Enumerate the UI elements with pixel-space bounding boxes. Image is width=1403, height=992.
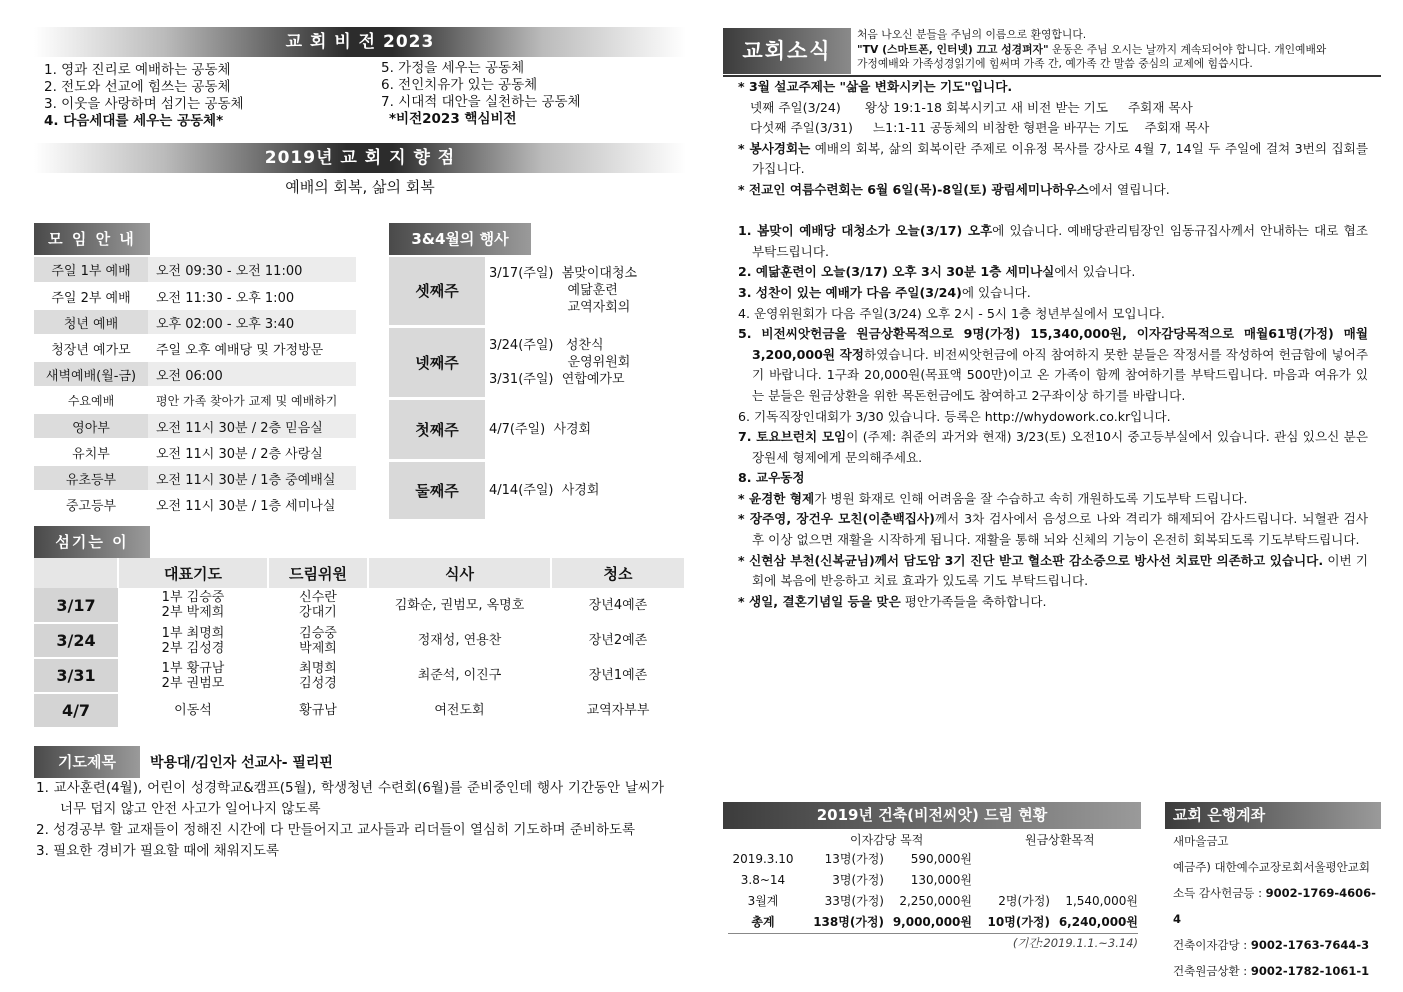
news-intro: [857, 28, 1377, 72]
news-item: [738, 221, 1368, 262]
news-item-bold: * 신현삼 부천(신복균님)께서 담도암 3기 진단 받고 혈소판 감소증으로 방사선 치료만 의존하고 있습니다.: [738, 552, 1324, 568]
meeting-time: 평안 가족 찾아가 교제 및 예배하기: [148, 387, 356, 413]
event-lines: [485, 257, 686, 326]
bank-name: 새마을금고: [1173, 834, 1229, 848]
meeting-name: 수요예배: [34, 387, 148, 413]
meeting-name: 청장년 예가모: [34, 335, 148, 361]
news-item-bold: * 3월 설교주제는 "삶을 변화시키는 기도"입니다.: [738, 79, 1013, 94]
news-item: [738, 551, 1368, 592]
table-row: [728, 848, 1138, 869]
servers-header: 드림위원: [268, 558, 368, 588]
vision-item: 5. 가정을 세우는 공동체: [381, 60, 525, 76]
news-item-text: 에서 있습니다.: [1054, 264, 1136, 280]
news-item-bold: * 윤경한 형제: [738, 490, 815, 506]
server-meal: 여전도회: [368, 693, 551, 728]
news-item-bold: 5. 비전씨앗헌금을 원금상환목적으로 9명(가정) 15,340,000원, 이자감당목적으로 매월61명(가정) 매월 3,200,000원 작정: [738, 326, 1368, 362]
dream-cell: 3.8~14: [740, 872, 786, 887]
table-row: [34, 693, 685, 728]
dream-total-rule: [728, 933, 1138, 934]
news-item-text: 다섯째 주일(3/31) 느1:1-11 공동체의 비참한 형편을 바꾸는 기도 주회재 목사: [738, 120, 1210, 136]
prayer-item: 2. 성경공부 할 교재들이 정해진 시간에 다 만들어지고 교사들과 리더들이 열심히 기도하며 준비하도록: [36, 822, 636, 838]
meeting-time: 오후 02:00 - 오후 3:40: [148, 309, 356, 335]
servers-header: [34, 558, 118, 588]
table-row: [34, 309, 356, 335]
event-line: 4/14(주일) 사경회: [489, 482, 600, 498]
bank-account-label: 건축이자감당 :: [1173, 938, 1251, 952]
servers-header: 대표기도: [118, 558, 268, 588]
table-row: [34, 283, 356, 309]
news-item: [738, 407, 1368, 428]
dream-cell: [1050, 848, 1138, 869]
event-line: 운영위원회: [489, 354, 631, 370]
news-item-text: 4. 운영위원회가 다음 주일(3/24) 오후 2시 - 5시 1층 청년부실에서 모입니다.: [738, 305, 1165, 321]
news-item: [738, 304, 1368, 325]
dream-header-principal: 원금상환목적: [1025, 833, 1095, 847]
news-item-text: 에서 열립니다.: [1088, 181, 1170, 197]
server-dream: 신수란 강대기: [268, 588, 368, 623]
servers-title: 섬기는 이: [34, 526, 150, 558]
meeting-time: 오전 11시 30분 / 1층 세미나실: [148, 491, 356, 517]
table-row: [728, 911, 1138, 932]
dream-cell: 2,250,000원: [899, 894, 972, 908]
event-line: 4/7(주일) 사경회: [489, 421, 592, 437]
bank-account-number: 9002-1782-1061-1: [1250, 964, 1370, 978]
server-clean: 장년2예존: [551, 623, 685, 658]
vision-title: 교 회 비 전 2023: [34, 27, 686, 57]
bank-holder: 예금주) 대한예수교장로회서울평안교회: [1173, 860, 1370, 874]
table-row: [34, 465, 356, 491]
dream-cell: [972, 869, 1050, 890]
server-dream: 김승중 박제희: [268, 623, 368, 658]
meeting-name: 중고등부: [34, 491, 148, 517]
meeting-name: 청년 예배: [34, 309, 148, 335]
dream-table: [728, 848, 1138, 932]
bank-account: [1173, 958, 1383, 984]
news-item-bold: 7. 토요브런치 모임: [738, 429, 847, 445]
server-clean: 장년1예존: [551, 658, 685, 693]
server-dream: 황규남: [268, 693, 368, 728]
servers-table: [34, 558, 686, 729]
news-item-bold: * 생일, 결혼기념일 등을 맞은: [738, 593, 901, 609]
tv-campaign: "TV (스마트폰, 인터넷) 끄고 성경펴자": [857, 42, 1049, 56]
vision-item: 7. 시대적 대안을 실천하는 공동체: [381, 94, 581, 110]
dream-cell: [1050, 869, 1138, 890]
news-list: [738, 77, 1368, 612]
server-prayer: 1부 황규남 2부 권범모: [118, 658, 268, 693]
news-item: [738, 283, 1368, 304]
server-clean: 장년4예존: [551, 588, 685, 623]
meeting-time: 주일 오후 예배당 및 가정방문: [148, 335, 356, 361]
meeting-name: 유치부: [34, 439, 148, 465]
servers-header: 청소: [551, 558, 685, 588]
dream-cell: 2명(가정): [998, 894, 1050, 908]
prayer-subject: 박용대/김인자 선교사- 필리핀: [150, 755, 333, 771]
prayer-title: 기도제목: [34, 746, 140, 778]
dream-cell: 10명(가정): [987, 915, 1050, 929]
meeting-name: 유초등부: [34, 465, 148, 491]
meeting-name: 주일 1부 예배: [34, 257, 148, 283]
server-date: 3/31: [34, 658, 118, 693]
event-week: 첫째주: [389, 398, 485, 460]
news-item: [738, 98, 1368, 119]
table-row: [34, 387, 356, 413]
news-item-text: 하였습니다. 비전씨앗헌금에 아직 참여하지 못한 분들은 작정서를 작성하여 헌금함에 넣어주기 바랍니다. 1구좌 20,000원(목표액 500만)이고 온 가족이 함께 참여하기를 부탁드립니다. 마음과 여유가 있는 분들은 원금상환을 위한 목돈헌금에도 참여하고 2구좌이상 하기를 바랍니다.: [752, 346, 1368, 403]
vision-item: 1. 영과 진리로 예배하는 공동체: [44, 62, 231, 78]
prayer-list: [36, 778, 664, 862]
direction-text: 예배의 회복, 삶의 회복: [285, 178, 435, 196]
server-prayer: 1부 최명희 2부 김성경: [118, 623, 268, 658]
table-row: [389, 398, 686, 460]
news-item-bold: 8. 교우동정: [738, 470, 805, 486]
vision-item: 6. 전인치유가 있는 공동체: [381, 77, 538, 93]
direction-title: 2019년 교 회 지 향 점: [34, 143, 686, 173]
news-item-text: 가 병원 화재로 인해 어려움을 잘 수습하고 속히 개원하도록 기도부탁 드립니다.: [814, 490, 1248, 506]
news-item-bold: * 전교인 여름수련회는 6월 6일(목)-8일(토) 광림세미나하우스: [738, 181, 1089, 197]
vision-item: 2. 전도와 선교에 힘쓰는 공동체: [44, 79, 231, 95]
bank-info: [1173, 828, 1383, 984]
meeting-time: 오전 11시 30분 / 2층 사랑실: [148, 439, 356, 465]
table-row: [34, 361, 356, 387]
news-item-bold: * 봉사경회는: [738, 140, 811, 156]
bank-account: [1173, 932, 1383, 958]
meeting-time: 오전 11시 30분 / 1층 중예배실: [148, 465, 356, 491]
meeting-time: 오전 09:30 - 오전 11:00: [148, 257, 356, 283]
meeting-time: 오전 06:00: [148, 361, 356, 387]
dream-cell: 3명(가정): [832, 873, 884, 887]
table-row: [728, 869, 1138, 890]
prayer-item: 1. 교사훈련(4월), 어린이 성경학교&캠프(5월), 학생청년 수련회(6월)를 준비중인데 행사 기간동안 날씨가 너무 덥지 않고 안전 사고가 일어나지 않도록: [36, 780, 664, 817]
news-item-text: 이 (주제: 취준의 과거와 현재) 3/23(토) 오전10시 중고등부실에서 있습니다. 관심 있으신 분은 장원세 형제에게 문의해주세요.: [752, 429, 1368, 465]
news-item-text: 이번 기회에 복음에 반응하고 치료 효과가 있도록 기도 부탁드립니다.: [752, 552, 1368, 589]
vision-item: 3. 이웃을 사랑하며 섬기는 공동체: [44, 96, 244, 112]
dream-cell: 33명(가정): [824, 894, 884, 908]
dream-cell: 1,540,000원: [1065, 894, 1138, 908]
events-table: [389, 257, 686, 522]
table-row: [34, 491, 356, 517]
dream-period: (기간:2019.1.1.~3.14): [1012, 936, 1138, 950]
news-item: [738, 509, 1368, 550]
dream-cell: 3월계: [747, 894, 779, 908]
meetings-table: [34, 257, 356, 518]
dream-cell: 2019.3.10: [732, 851, 794, 866]
dream-header-interest: 이자감당 목적: [850, 833, 924, 847]
dream-cell: 590,000원: [910, 852, 972, 866]
server-meal: 최준석, 이진구: [368, 658, 551, 693]
news-spacer: [738, 201, 1368, 222]
news-item: [738, 77, 1368, 98]
vision-right-list: [381, 60, 681, 128]
event-lines: [485, 460, 686, 520]
news-item-text: 에 있습니다. 예배당관리팀장인 임동규집사께서 안내하는 대로 협조 부탁드립니다.: [752, 223, 1368, 259]
table-row: [389, 460, 686, 520]
bank-account-label: 소득 감사헌금등 :: [1173, 886, 1266, 900]
dream-cell: 총계: [751, 915, 775, 929]
server-date: 3/17: [34, 588, 118, 623]
bank-title: 교회 은행계좌: [1165, 802, 1381, 829]
table-row: [389, 257, 686, 326]
server-dream: 최명희 김성경: [268, 658, 368, 693]
vision-core-note: *비전2023 핵심비전: [389, 111, 517, 127]
news-item-text: 께서 3차 검사에서 음성으로 나와 격리가 해제되어 감사드립니다. 뇌혈관 검사후 이상 없으면 재활을 시작하게 됩니다. 재활을 통해 뇌와 신체의 기능이 온전히 회복되도록 기도부탁드립니다.: [752, 511, 1368, 548]
table-row: [34, 413, 356, 439]
event-line: 교역자회의: [489, 300, 631, 316]
event-week: 둘째주: [389, 460, 485, 520]
meeting-time: 오전 11:30 - 오후 1:00: [148, 283, 356, 309]
news-item: [738, 592, 1368, 613]
news-title: 교회소식: [723, 28, 851, 74]
news-item: [738, 180, 1368, 201]
dream-cell: 6,240,000원: [1058, 915, 1138, 929]
news-intro-line: 처음 나오신 분들을 주님의 이름으로 환영합니다.: [857, 28, 1087, 41]
news-item: [738, 118, 1368, 139]
meeting-name: 새벽예배(월-금): [34, 361, 148, 387]
meeting-name: 영아부: [34, 413, 148, 439]
table-row: [34, 439, 356, 465]
dream-cell: 138명(가정): [813, 915, 884, 929]
server-prayer: 이동석: [118, 693, 268, 728]
table-row: [34, 623, 685, 658]
events-title: 3&4월의 행사: [389, 223, 531, 255]
event-week: 넷째주: [389, 326, 485, 398]
table-row: [34, 335, 356, 361]
bank-account-label: 건축원금상환 :: [1173, 964, 1251, 978]
tv-campaign-text: 운동은 주님 오시는 날까지 계속되어야 합니다. 개인예배와: [1048, 42, 1327, 56]
table-row: [728, 890, 1138, 911]
event-week: 셋째주: [389, 257, 485, 326]
news-item-bold: * 장주영, 장건우 모친(이춘백집사): [738, 511, 935, 527]
prayer-item: 3. 필요한 경비가 필요할 때에 채워지도록: [36, 843, 279, 859]
news-item: [738, 324, 1368, 406]
dream-cell: [972, 848, 1050, 869]
event-line: 예닮훈련: [489, 283, 618, 299]
event-lines: [485, 398, 686, 460]
table-row: [34, 658, 685, 693]
bank-account: [1173, 880, 1383, 932]
dream-cell: 9,000,000원: [892, 915, 972, 929]
event-line: 3/31(주일) 연합예가모: [489, 371, 625, 387]
news-item-bold: 2. 예닮훈련이 오늘(3/17) 오후 3시 30분 1층 세미나실: [738, 264, 1055, 280]
event-lines: [485, 326, 686, 398]
dream-cell: 130,000원: [910, 873, 972, 887]
event-line: 3/17(주일) 봄맞이대청소: [489, 266, 638, 282]
meeting-name: 주일 2부 예배: [34, 283, 148, 309]
servers-header: 식사: [368, 558, 551, 588]
server-clean: 교역자부부: [551, 693, 685, 728]
news-item-text: 예배의 회복, 삶의 회복이란 주제로 이유정 목사를 강사로 4월 7, 14일 두 주일에 걸쳐 3번의 집회를 가집니다.: [752, 140, 1368, 177]
server-prayer: 1부 김승중 2부 박제희: [118, 588, 268, 623]
news-intro-line: [857, 43, 1377, 58]
server-date: 3/24: [34, 623, 118, 658]
news-item: [738, 139, 1368, 180]
news-item: [738, 489, 1368, 510]
bank-account-number: 9002-1763-7644-3: [1250, 938, 1370, 952]
meetings-title: 모 임 안 내: [34, 223, 150, 255]
news-item: [738, 427, 1368, 468]
server-meal: 정재성, 연용찬: [368, 623, 551, 658]
news-intro-line: 가정예배와 가족성경읽기에 힘써며 가족 간, 예가족 간 말씀 중심의 교제에 힘씁시다.: [857, 57, 1253, 70]
bank-account-number: 9002-1769-4606-4: [1173, 886, 1376, 926]
dream-title: 2019년 건축(비전씨앗) 드림 현황: [723, 802, 1141, 829]
vision-item: 4. 다음세대를 세우는 공동체*: [44, 113, 224, 129]
server-date: 4/7: [34, 693, 118, 728]
table-row: [34, 588, 685, 623]
news-item-text: [738, 203, 742, 218]
dream-cell: 13명(가정): [824, 852, 884, 866]
table-row: [34, 558, 685, 588]
news-item-text: 평안가족들을 축하합니다.: [900, 593, 1047, 609]
news-item-bold: 1. 봄맞이 예배당 대청소가 오늘(3/17) 오후: [738, 223, 993, 239]
news-item-text: 에 있습니다.: [961, 284, 1031, 300]
news-item: [738, 262, 1368, 283]
news-item: [738, 468, 1368, 489]
table-row: [389, 326, 686, 398]
table-row: [34, 257, 356, 283]
news-item-text: 넷째 주일(3/24) 왕상 19:1-18 회복시키고 새 비전 받는 기도 주회재 목사: [738, 99, 1193, 115]
vision-left-list: [44, 62, 374, 130]
news-item-bold: 3. 성찬이 있는 예배가 다음 주일(3/24): [738, 284, 962, 300]
server-meal: 김화순, 권범모, 옥명호: [368, 588, 551, 623]
news-item-text: 6. 기독직장인대회가 3/30 있습니다. 등록은 http://whydowork.co.kr입니다.: [738, 408, 1171, 424]
meeting-time: 오전 11시 30분 / 2층 믿음실: [148, 413, 356, 439]
event-line: 3/24(주일) 성찬식: [489, 337, 604, 353]
